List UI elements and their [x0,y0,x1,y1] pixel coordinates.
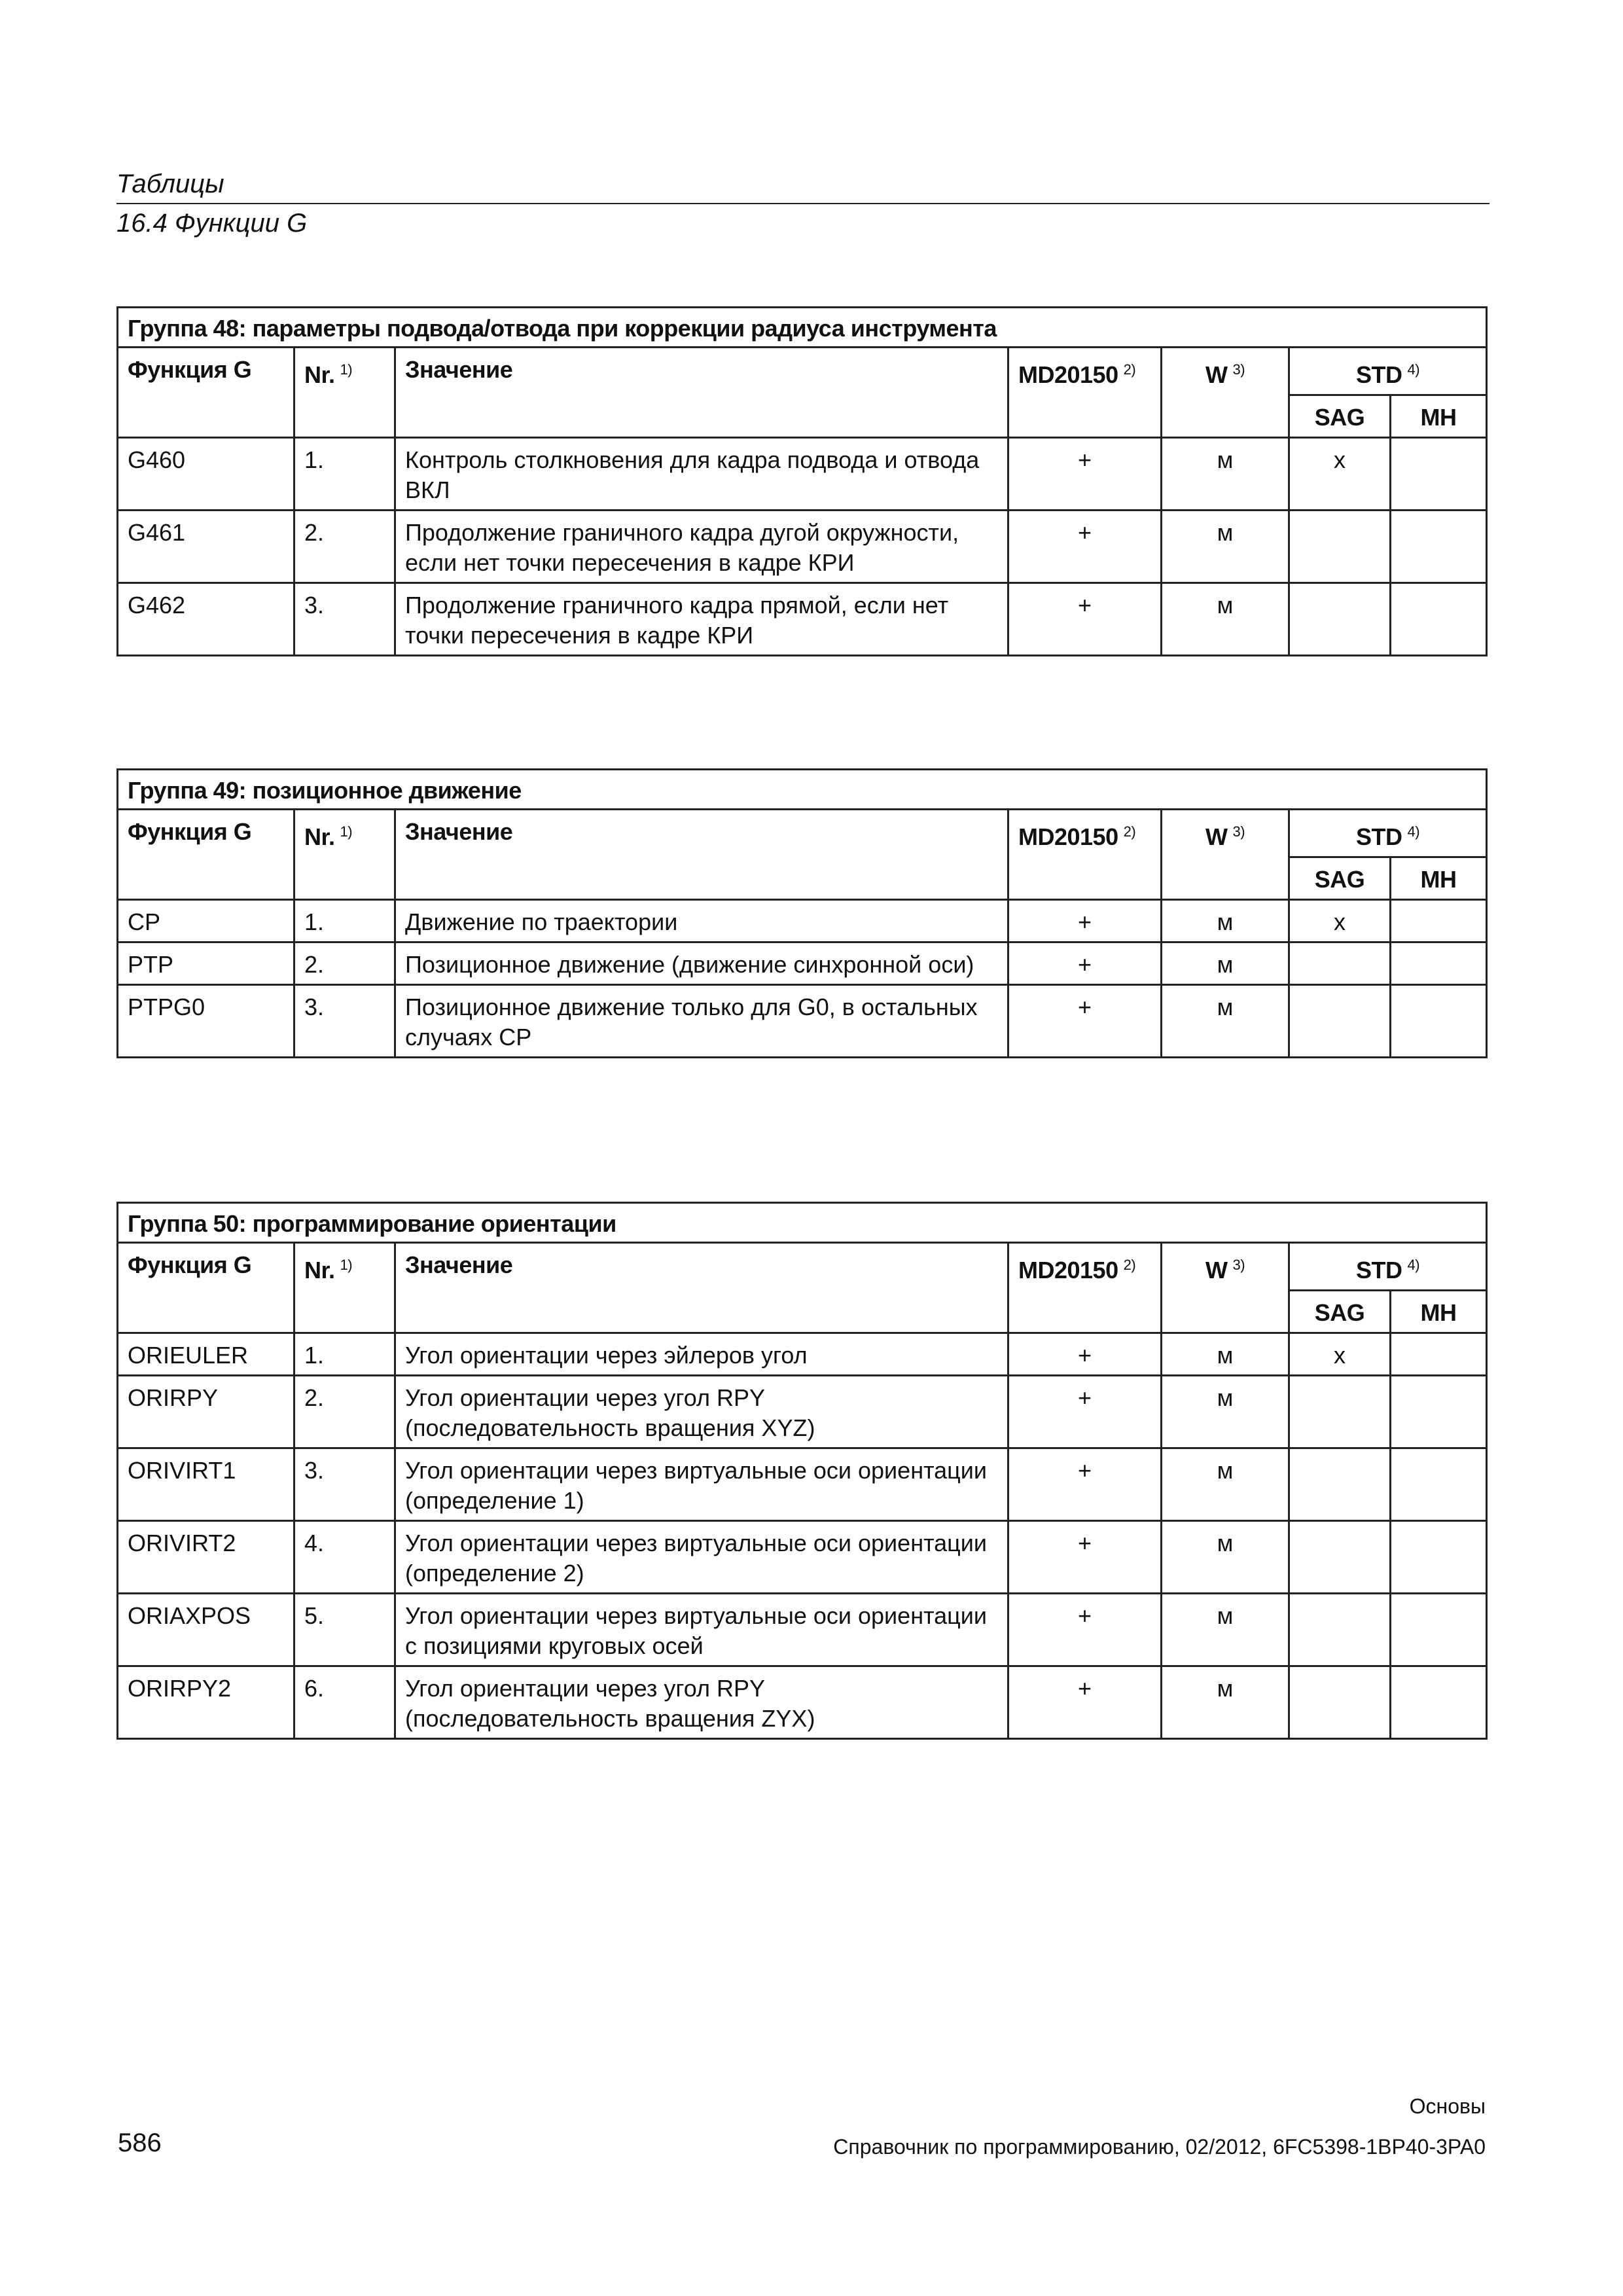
cell-function: CP [118,900,294,942]
cell-meaning: Угол ориентации через виртуальные оси ориентации (определение 2) [395,1521,1008,1594]
col-header-std: STD $^{4)}$ [1289,348,1487,395]
col-header-w: W $^{3)}$ [1162,348,1289,438]
cell-nr: 1. [294,1333,395,1376]
cell-md: + [1008,900,1162,942]
cell-mh [1391,985,1487,1058]
cell-w: м [1162,1448,1289,1521]
col-header-md: MD20150 $^{2)}$ [1008,348,1162,438]
table-row [118,900,1487,942]
col-header-w: W $^{3)}$ [1162,810,1289,900]
cell-meaning: Угол ориентации через угол RPY (последовательность вращения XYZ) [395,1376,1008,1448]
col-header-std: STD $^{4)}$ [1289,810,1487,857]
table-row [118,942,1487,985]
cell-w: м [1162,1666,1289,1739]
cell-nr: 2. [294,511,395,583]
col-header-sag: SAG [1289,395,1391,438]
col-header-meaning: Значение [395,810,1008,900]
cell-nr: 1. [294,900,395,942]
cell-function: ORIRPY2 [118,1666,294,1739]
table-row [118,1333,1487,1376]
col-header-meaning: Значение [395,348,1008,438]
cell-sag [1289,511,1391,583]
col-header-std: STD $^{4)}$ [1289,1243,1487,1291]
cell-meaning: Контроль столкновения для кадра подвода и отвода ВКЛ [395,438,1008,511]
cell-mh [1391,438,1487,511]
cell-sag [1289,1666,1391,1739]
cell-sag: x [1289,1333,1391,1376]
cell-nr: 2. [294,1376,395,1448]
cell-md: + [1008,1448,1162,1521]
cell-md: + [1008,511,1162,583]
cell-function: ORIEULER [118,1333,294,1376]
cell-mh [1391,583,1487,656]
cell-function: ORIVIRT1 [118,1448,294,1521]
gfunction-table-group-48 [116,306,1488,656]
col-header-function: Функция G [118,810,294,900]
cell-meaning: Позиционное движение (движение синхронной оси) [395,942,1008,985]
col-header-w: W $^{3)}$ [1162,1243,1289,1333]
cell-md: + [1008,1333,1162,1376]
table-row [118,1376,1487,1448]
cell-meaning: Угол ориентации через эйлеров угол [395,1333,1008,1376]
table-title: Группа 50: программирование ориентации [118,1203,1487,1243]
col-header-function: Функция G [118,348,294,438]
running-header [116,165,1489,242]
cell-mh [1391,1376,1487,1448]
cell-function: ORIVIRT2 [118,1521,294,1594]
cell-w: м [1162,511,1289,583]
cell-meaning: Позиционное движение только для G0, в остальных случаях CP [395,985,1008,1058]
cell-mh [1391,1333,1487,1376]
cell-function: G462 [118,583,294,656]
cell-sag [1289,985,1391,1058]
cell-nr: 3. [294,583,395,656]
cell-function: G461 [118,511,294,583]
cell-sag: x [1289,438,1391,511]
cell-meaning: Движение по траектории [395,900,1008,942]
cell-meaning: Угол ориентации через виртуальные оси ориентации (определение 1) [395,1448,1008,1521]
col-header-nr: Nr. $^{1)}$ [294,348,395,438]
cell-mh [1391,1666,1487,1739]
cell-nr: 1. [294,438,395,511]
cell-md: + [1008,438,1162,511]
cell-function: ORIRPY [118,1376,294,1448]
cell-md: + [1008,985,1162,1058]
cell-w: м [1162,1333,1289,1376]
col-header-mh: MH [1391,857,1487,900]
footer-section-title: Основы [1409,2094,1486,2118]
cell-w: м [1162,1594,1289,1666]
cell-nr: 3. [294,985,395,1058]
col-header-sag: SAG [1289,1291,1391,1333]
table-row [118,1666,1487,1739]
col-header-nr: Nr. $^{1)}$ [294,810,395,900]
table-row [118,438,1487,511]
footer-reference: Справочник по программированию, 02/2012, 6FC5398-1BP40-3PA0 [833,2135,1486,2159]
cell-md: + [1008,1376,1162,1448]
cell-function: ORIAXPOS [118,1594,294,1666]
cell-md: + [1008,1666,1162,1739]
section-title: 16.4 Функции G [116,209,308,238]
cell-mh [1391,1521,1487,1594]
table-row [118,1448,1487,1521]
col-header-sag: SAG [1289,857,1391,900]
col-header-md: MD20150 $^{2)}$ [1008,1243,1162,1333]
cell-sag [1289,583,1391,656]
cell-mh [1391,1594,1487,1666]
cell-function: PTPG0 [118,985,294,1058]
cell-meaning: Угол ориентации через угол RPY (последовательность вращения ZYX) [395,1666,1008,1739]
cell-md: + [1008,1521,1162,1594]
cell-w: м [1162,985,1289,1058]
gfunction-table-group-50 [116,1202,1488,1740]
cell-sag [1289,1594,1391,1666]
table-row [118,1594,1487,1666]
cell-function: PTP [118,942,294,985]
cell-nr: 5. [294,1594,395,1666]
cell-sag [1289,1448,1391,1521]
cell-meaning: Угол ориентации через виртуальные оси ориентации с позициями круговых осей [395,1594,1008,1666]
cell-w: м [1162,583,1289,656]
cell-nr: 6. [294,1666,395,1739]
cell-mh [1391,900,1487,942]
cell-w: м [1162,942,1289,985]
cell-meaning: Продолжение граничного кадра дугой окружности, если нет точки пересечения в кадре КРИ [395,511,1008,583]
cell-w: м [1162,1376,1289,1448]
col-header-function: Функция G [118,1243,294,1333]
table-row [118,511,1487,583]
cell-sag [1289,942,1391,985]
cell-sag [1289,1376,1391,1448]
col-header-md: MD20150 $^{2)}$ [1008,810,1162,900]
col-header-nr: Nr. $^{1)}$ [294,1243,395,1333]
cell-md: + [1008,942,1162,985]
cell-function: G460 [118,438,294,511]
cell-w: м [1162,438,1289,511]
cell-nr: 4. [294,1521,395,1594]
table-row [118,1521,1487,1594]
table-title: Группа 48: параметры подвода/отвода при коррекции радиуса инструмента [118,308,1487,348]
cell-meaning: Продолжение граничного кадра прямой, если нет точки пересечения в кадре КРИ [395,583,1008,656]
page-number: 586 [118,2128,162,2157]
cell-md: + [1008,1594,1162,1666]
cell-nr: 2. [294,942,395,985]
cell-md: + [1008,583,1162,656]
col-header-mh: MH [1391,1291,1487,1333]
chapter-title: Таблицы [116,170,224,198]
cell-w: м [1162,1521,1289,1594]
col-header-mh: MH [1391,395,1487,438]
col-header-meaning: Значение [395,1243,1008,1333]
cell-mh [1391,1448,1487,1521]
cell-mh [1391,942,1487,985]
gfunction-table-group-49 [116,768,1488,1058]
cell-w: м [1162,900,1289,942]
cell-sag: x [1289,900,1391,942]
table-title: Группа 49: позиционное движение [118,770,1487,810]
cell-sag [1289,1521,1391,1594]
cell-nr: 3. [294,1448,395,1521]
cell-mh [1391,511,1487,583]
table-row [118,985,1487,1058]
table-row [118,583,1487,656]
